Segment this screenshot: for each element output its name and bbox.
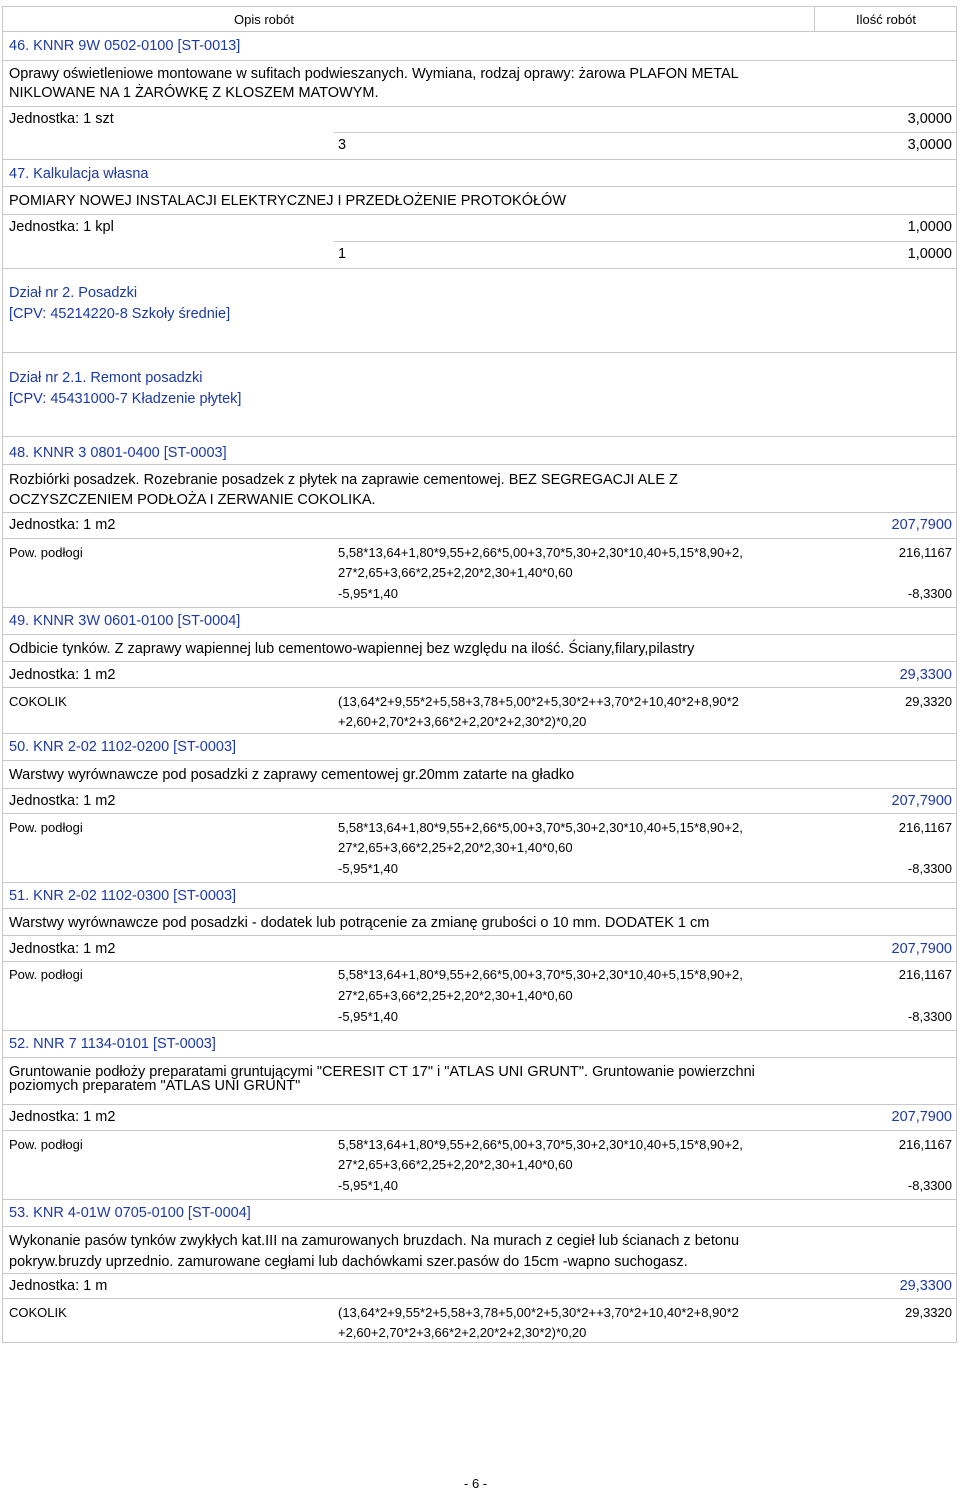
rule [2, 60, 957, 61]
calc-expression: 5,58*13,64+1,80*9,55+2,66*5,00+3,70*5,30+2,30*10,40+5,15*8,90+2, [338, 1137, 743, 1152]
rule [2, 186, 957, 187]
frame-right [956, 6, 957, 1343]
position-code: 53. KNR 4-01W 0705-0100 [ST-0004] [9, 1205, 251, 1221]
calc-expression: -5,95*1,40 [338, 1009, 398, 1024]
rule [2, 1104, 957, 1105]
calc-value: 216,1167 [898, 1137, 952, 1152]
position-total: 207,7900 [891, 1109, 952, 1125]
position-total: 1,0000 [907, 219, 952, 235]
section-cpv: [CPV: 45214220-8 Szkoły średnie] [9, 306, 231, 322]
calc-expression: 5,58*13,64+1,80*9,55+2,66*5,00+3,70*5,30+2,30*10,40+5,15*8,90+2, [338, 545, 743, 560]
calc-value: 29,3320 [905, 694, 952, 709]
rule [2, 1057, 957, 1058]
unit-label: Jednostka: 1 m2 [9, 1109, 116, 1125]
rule [2, 268, 957, 269]
position-description: Rozbiórki posadzek. Rozebranie posadzek z płytek na zaprawie cementowej. BEZ SEGREGACJI ALE Z [9, 472, 678, 488]
position-description: Odbicie tynków. Z zaprawy wapiennej lub cementowo-wapiennej bez względu na ilość. Ściany,filary,pilastry [9, 641, 695, 657]
unit-label: Jednostka: 1 m [9, 1278, 108, 1294]
calc-label: Pow. podłogi [9, 967, 83, 982]
calc-expression: -5,95*1,40 [338, 1178, 398, 1193]
rule [2, 1226, 957, 1227]
calc-label: COKOLIK [9, 1305, 67, 1320]
position-code: 46. KNNR 9W 0502-0100 [ST-0013] [9, 38, 241, 54]
calc-expression: 27*2,65+3,66*2,25+2,20*2,30+1,40*0,60 [338, 565, 573, 580]
calc-expression: 5,58*13,64+1,80*9,55+2,66*5,00+3,70*5,30+2,30*10,40+5,15*8,90+2, [338, 820, 743, 835]
rule [2, 760, 957, 761]
rule [2, 159, 957, 160]
rule [2, 634, 957, 635]
position-description: Warstwy wyrównawcze pod posadzki - dodatek lub potrącenie za zmianę grubości o 10 mm. DODATEK 1 cm [9, 915, 710, 931]
position-total: 207,7900 [891, 517, 952, 533]
position-description: Gruntowanie podłoży preparatami gruntującymi "CERESIT CT 17" i "ATLAS UNI GRUNT". Gruntowanie powierzchni [9, 1064, 755, 1080]
rule [2, 1273, 957, 1274]
position-total: 207,7900 [891, 793, 952, 809]
calc-value: -8,3300 [907, 1009, 952, 1024]
rule [2, 788, 957, 789]
position-code: 52. NNR 7 1134-0101 [ST-0003] [9, 1036, 216, 1052]
calc-value: 1,0000 [907, 246, 952, 262]
calc-expression: +2,60+2,70*2+3,66*2+2,20*2+2,30*2)*0,20 [338, 1325, 587, 1340]
rule [2, 661, 957, 662]
rule [2, 436, 957, 437]
page-number: - 6 - [464, 1476, 488, 1491]
position-total: 29,3300 [899, 1278, 952, 1294]
section-cpv: [CPV: 45431000-7 Kładzenie płytek] [9, 391, 242, 407]
calc-value: 216,1167 [898, 820, 952, 835]
unit-label: Jednostka: 1 m2 [9, 517, 116, 533]
rule [334, 241, 957, 242]
rule [2, 1199, 957, 1200]
rule [2, 607, 957, 608]
position-code: 48. KNNR 3 0801-0400 [ST-0003] [9, 445, 227, 461]
calc-expression: 27*2,65+3,66*2,25+2,20*2,30+1,40*0,60 [338, 1157, 573, 1172]
unit-label: Jednostka: 1 kpl [9, 219, 114, 235]
rule [2, 6, 957, 7]
calc-expression: 1 [338, 246, 347, 262]
calc-label: COKOLIK [9, 694, 67, 709]
calc-value: 216,1167 [898, 545, 952, 560]
rule [2, 908, 957, 909]
header-divider [814, 6, 815, 31]
position-description: pokryw.bruzdy uprzednio. zamurowane cegłami lub dachówkami szer.pasów do 15cm -wapno suchogasz. [9, 1254, 688, 1270]
calc-expression: 27*2,65+3,66*2,25+2,20*2,30+1,40*0,60 [338, 840, 573, 855]
calc-value: 216,1167 [898, 967, 952, 982]
calc-value: -8,3300 [907, 861, 952, 876]
section-title: Dział nr 2.1. Remont posadzki [9, 370, 203, 386]
rule [2, 935, 957, 936]
calc-value: -8,3300 [907, 1178, 952, 1193]
rule [2, 1030, 957, 1031]
position-description: OCZYSZCZENIEM PODŁOŻA I ZERWANIE COKOLIKA. [9, 492, 376, 508]
position-description: Wykonanie pasów tynków zwykłych kat.III na zamurowanych bruzdach. Na murach z cegieł lub ścianach z betonu [9, 1233, 740, 1249]
section-title: Dział nr 2. Posadzki [9, 285, 138, 301]
rule [2, 538, 957, 539]
column-header-description: Opis robót [234, 12, 294, 27]
unit-label: Jednostka: 1 m2 [9, 793, 116, 809]
calc-expression: +2,60+2,70*2+3,66*2+2,20*2+2,30*2)*0,20 [338, 714, 587, 729]
unit-label: Jednostka: 1 m2 [9, 667, 116, 683]
position-description: NIKLOWANE NA 1 ŻARÓWKĘ Z KLOSZEM MATOWYM. [9, 85, 379, 101]
rule [2, 1130, 957, 1131]
position-total: 207,7900 [891, 941, 952, 957]
calc-expression: -5,95*1,40 [338, 861, 398, 876]
rule [2, 352, 957, 353]
rule [2, 1342, 957, 1343]
rule [334, 132, 957, 133]
position-description: Oprawy oświetleniowe montowane w sufitach podwieszanych. Wymiana, rodzaj oprawy: żarowa PLAFON METAL [9, 66, 739, 82]
rule [2, 882, 957, 883]
position-code: 49. KNNR 3W 0601-0100 [ST-0004] [9, 613, 241, 629]
rule [2, 214, 957, 215]
position-total: 29,3300 [899, 667, 952, 683]
calc-label: Pow. podłogi [9, 545, 83, 560]
rule [2, 687, 957, 688]
position-code: 50. KNR 2-02 1102-0200 [ST-0003] [9, 739, 237, 755]
rule [2, 1298, 957, 1299]
position-total: 3,0000 [907, 111, 952, 127]
calc-value: -8,3300 [907, 586, 952, 601]
calc-expression: 27*2,65+3,66*2,25+2,20*2,30+1,40*0,60 [338, 988, 573, 1003]
unit-label: Jednostka: 1 m2 [9, 941, 116, 957]
calc-label: Pow. podłogi [9, 820, 83, 835]
rule [2, 31, 957, 32]
calc-label: Pow. podłogi [9, 1137, 83, 1152]
rule [2, 733, 957, 734]
rule [2, 813, 957, 814]
calc-value: 3,0000 [907, 137, 952, 153]
position-code: 47. Kalkulacja własna [9, 166, 149, 182]
rule [2, 961, 957, 962]
calc-value: 29,3320 [905, 1305, 952, 1320]
rule [2, 106, 957, 107]
calc-expression: -5,95*1,40 [338, 586, 398, 601]
column-header-quantity: Ilość robót [856, 12, 916, 27]
calc-expression: 3 [338, 137, 347, 153]
rule [2, 464, 957, 465]
calc-expression: 5,58*13,64+1,80*9,55+2,66*5,00+3,70*5,30+2,30*10,40+5,15*8,90+2, [338, 967, 743, 982]
position-description: Warstwy wyrównawcze pod posadzki z zaprawy cementowej gr.20mm zatarte na gładko [9, 767, 575, 783]
position-description: poziomych preparatem "ATLAS UNI GRUNT" [9, 1078, 301, 1094]
calc-expression: (13,64*2+9,55*2+5,58+3,78+5,00*2+5,30*2++3,70*2+10,40*2+8,90*2 [338, 694, 739, 709]
rule [2, 512, 957, 513]
position-description: POMIARY NOWEJ INSTALACJI ELEKTRYCZNEJ I PRZEDŁOŻENIE PROTOKÓŁÓW [9, 193, 567, 209]
unit-label: Jednostka: 1 szt [9, 111, 114, 127]
calc-expression: (13,64*2+9,55*2+5,58+3,78+5,00*2+5,30*2++3,70*2+10,40*2+8,90*2 [338, 1305, 739, 1320]
position-code: 51. KNR 2-02 1102-0300 [ST-0003] [9, 888, 237, 904]
frame-left [2, 6, 3, 1343]
